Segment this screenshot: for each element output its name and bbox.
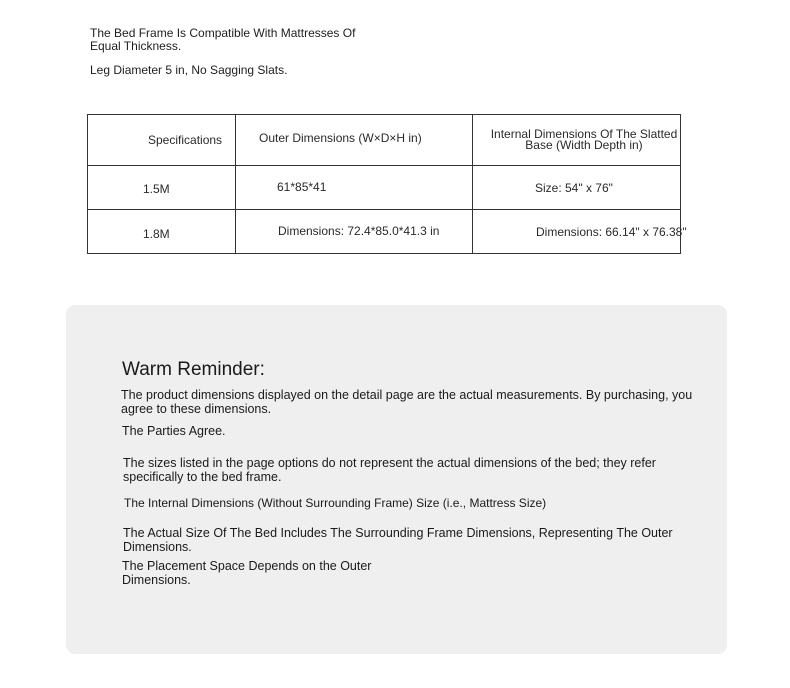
header-cell — [236, 115, 473, 166]
table-row — [88, 210, 681, 254]
row-internal-dimensions: Size: 54" x 76" — [535, 181, 613, 195]
reminder-paragraph: The Placement Space Depends on the Outer Dimensions. — [122, 559, 372, 587]
reminder-paragraph: The product dimensions displayed on the detail page are the actual measurements. By purchasing, you agree to these dimensions. — [121, 388, 693, 416]
header-cell — [473, 115, 681, 166]
reminder-paragraph: The Actual Size Of The Bed Includes The Surrounding Frame Dimensions, Representing The Outer Dimensions. — [123, 526, 673, 554]
table-cell — [88, 166, 236, 210]
row-outer-dimensions: Dimensions: 72.4*85.0*41.3 in — [278, 224, 440, 238]
reminder-paragraph: The Parties Agree. — [122, 424, 226, 438]
intro-compatibility-text: The Bed Frame Is Compatible With Mattresses Of Equal Thickness. — [90, 26, 356, 53]
table-header-row — [88, 115, 681, 166]
table-cell — [236, 166, 473, 210]
header-internal-dimensions: Internal Dimensions Of The Slatted Base (Width Depth in) — [490, 127, 678, 152]
table-cell — [473, 210, 687, 254]
row-outer-dimensions: 61*85*41 — [277, 180, 327, 194]
header-cell — [88, 115, 236, 166]
table-cell — [88, 210, 236, 254]
reminder-title: Warm Reminder: — [122, 359, 265, 380]
table-cell — [236, 210, 473, 254]
reminder-paragraph: The sizes listed in the page options do not represent the actual dimensions of the bed; they refer specifically to the bed frame. — [123, 456, 656, 484]
header-outer-dimensions: Outer Dimensions (W×D×H in) — [259, 131, 422, 145]
warm-reminder-panel — [66, 305, 727, 654]
row-size-label: 1.8M — [143, 227, 170, 241]
header-specifications: Specifications — [148, 133, 223, 147]
row-size-label: 1.5M — [143, 182, 170, 196]
intro-leg-text: Leg Diameter 5 in, No Sagging Slats. — [90, 63, 288, 77]
table-cell — [473, 166, 681, 210]
reminder-paragraph: The Internal Dimensions (Without Surrounding Frame) Size (i.e., Mattress Size) — [124, 496, 547, 510]
specifications-table — [87, 114, 687, 254]
table-row — [88, 166, 681, 210]
row-internal-dimensions: Dimensions: 66.14" x 76.38" — [536, 225, 687, 239]
